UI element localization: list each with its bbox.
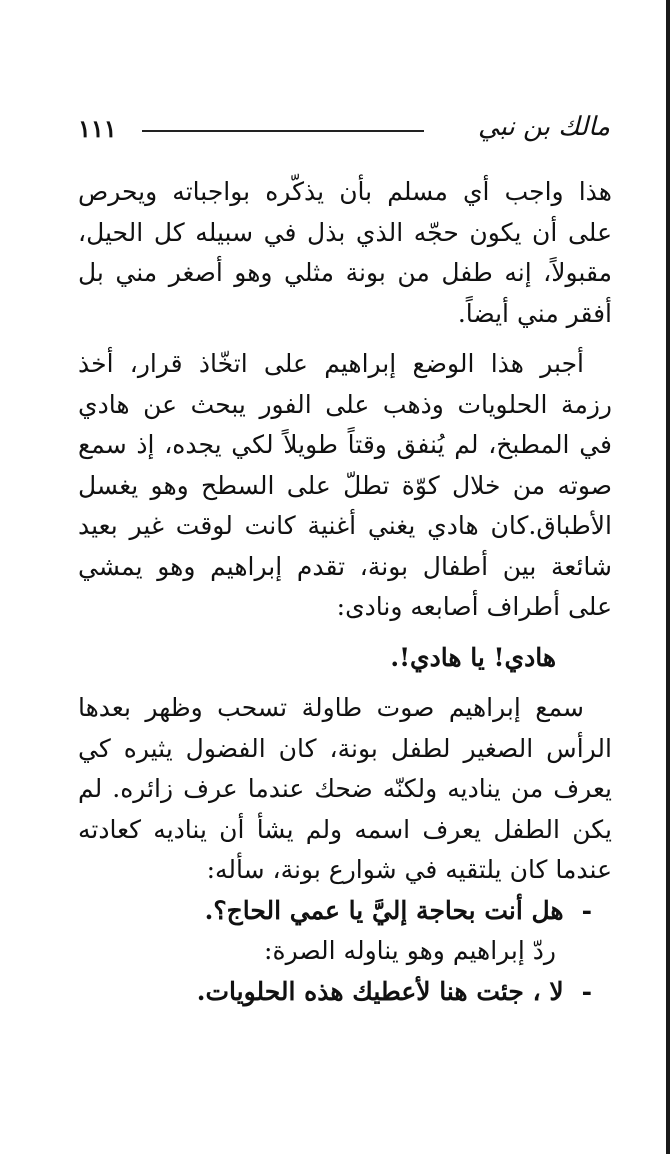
- paragraph-3: سمع إبراهيم صوت طاولة تسحب وظهر بعدها الرأس الصغير لطفل بونة، كان الفضول يثيره كي يعرف من يناديه ولكنّه ضحك عندما عرف زائره. لم يكن الطفل يعرف اسمه ولم يشأ أن يناديه كعادته عندما كان يلتقيه في شوارع بونة، سأله:: [78, 693, 612, 884]
- dialogue-dash: -: [581, 895, 592, 925]
- dialogue-answer-text: لا ، جئت هنا لأعطيك هذه الحلويات.: [196, 976, 564, 1006]
- paragraph-1: هذا واجب أي مسلم بأن يذكّره بواجباته ويحرص على أن يكون حجّه الذي بذل في سبيله كل الحيل، مقبولاً، إنه طفل من بونة مثلي وهو أصغر مني بل أفقر مني أيضاً.: [78, 177, 612, 328]
- paragraph-gap: [78, 628, 612, 638]
- paragraph-gap: [78, 678, 612, 688]
- dialogue-call: [78, 638, 612, 679]
- page-edge-shadow: [666, 0, 670, 1154]
- dialogue-question-text: هل أنت بحاجة إليَّ يا عمي الحاج؟.: [204, 895, 564, 925]
- page-header: [78, 112, 610, 152]
- header-rule: [142, 130, 424, 132]
- page-body: [78, 172, 612, 1012]
- dialogue-dash: -: [581, 976, 592, 1006]
- paragraph-2: أجبر هذا الوضع إبراهيم على اتخّاذ قرار، أخذ رزمة الحلويات وذهب على الفور يبحث عن هادي في المطبخ، لم يُنفق وقتاً طويلاً لكي يجده، إذ سمع صوته من خلال كوّة تطلّ على السطح وهو يغسل الأطباق.كان هادي يغني أغنية كانت لوقت غير بعيد شائعة بين أطفال بونة، تقدم إبراهيم وهو يمشي على أطراف أصابعه ونادى:: [78, 349, 612, 621]
- paragraph-gap: [78, 334, 612, 344]
- dialogue-question: [78, 891, 612, 932]
- running-title: مالك بن نبي: [478, 112, 610, 142]
- dialogue-answer: [78, 972, 612, 1013]
- narration-line: ردّ إبراهيم وهو يناوله الصرة:: [264, 936, 556, 965]
- page-number: ١١١: [78, 114, 117, 143]
- dialogue-call-text: هادي! يا هادي!.: [390, 642, 556, 672]
